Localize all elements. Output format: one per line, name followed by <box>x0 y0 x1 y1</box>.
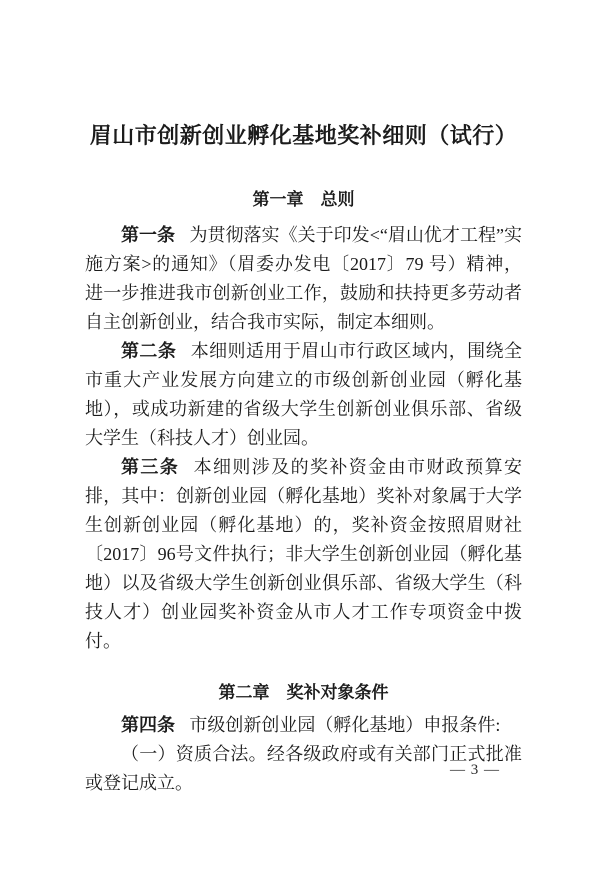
chapter-1-heading: 第一章 总则 <box>252 190 355 209</box>
article-1-number: 第一条 <box>121 225 176 245</box>
article-1-paragraph <box>85 221 522 337</box>
article-4-item-1-text: （一）资质合法。经各级政府或有关部门正式批准或登记成立。 <box>85 744 522 793</box>
article-3-text: 本细则涉及的奖补资金由市财政预算安排，其中：创新创业园（孵化基地）奖补对象属于大学生创新创业园（孵化基地）的，奖补资金按照眉财社〔2017〕96号文件执行；非大学生创新创业园（孵化基地）以及省级大学生创新创业俱乐部、省级大学生（科技人才）创业园奖补资金从市人才工作专项资金中拨付。 <box>85 457 522 651</box>
article-2-paragraph <box>85 337 522 453</box>
article-1-text: 为贯彻落实《关于印发<“眉山优才工程”实施方案>的通知》（眉委办发电〔2017〕79 号）精神，进一步推进我市创新创业工作，鼓励和扶持更多劳动者自主创新创业，结合我市实际，制定本细则。 <box>85 225 522 332</box>
article-2-text: 本细则适用于眉山市行政区域内，围绕全市重大产业发展方向建立的市级创新创业园（孵化基地），或成功新建的省级大学生创新创业俱乐部、省级大学生（科技人才）创业园。 <box>85 341 523 448</box>
document-title: 眉山市创新创业孵化基地奖补细则（试行） <box>89 123 518 148</box>
document-content <box>85 0 522 798</box>
page-number: — 3 — <box>450 762 500 778</box>
article-3-paragraph <box>85 453 522 656</box>
chapter-2-heading: 第二章 奖补对象条件 <box>218 683 389 702</box>
article-4-text: 市级创新创业园（孵化基地）申报条件: <box>189 715 501 735</box>
article-2-number: 第二条 <box>121 341 177 361</box>
article-4-number: 第四条 <box>121 715 175 735</box>
article-3-number: 第三条 <box>121 457 180 477</box>
article-4-paragraph <box>85 711 522 740</box>
